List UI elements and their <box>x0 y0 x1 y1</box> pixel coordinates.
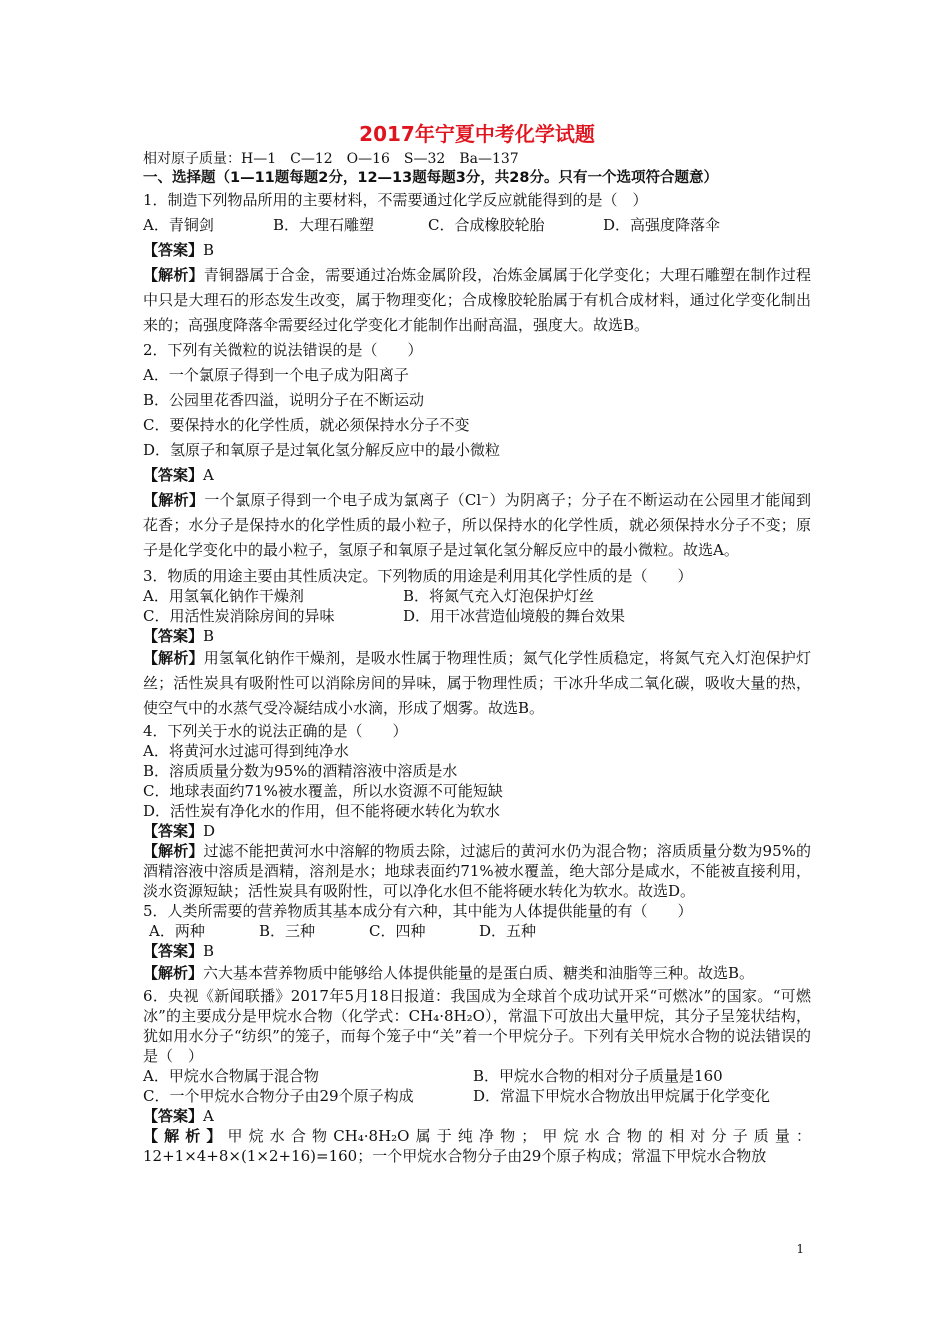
options-row <box>143 586 811 606</box>
option-a: A．甲烷水合物属于混合物 <box>143 1067 319 1085</box>
option-a: A．青铜剑 <box>143 216 214 234</box>
analysis-text: 用氢氧化钠作干燥剂，是吸水性属于物理性质；氮气化学性质稳定，将氮气充入灯泡保护灯丝；活性炭具有吸附性可以消除房间的异味，属于物理性质；干冰升华成二氧化碳，吸收大量的热，使空气中的水蒸气受冷凝结成小水滴，形成了烟雾。故选B。 <box>143 649 811 717</box>
option-d: D．用干冰营造仙境般的舞台效果 <box>403 607 626 625</box>
analysis-paragraph <box>143 1126 811 1166</box>
analysis-label: 【解析】 <box>143 649 204 667</box>
option-d: D．五种 <box>479 922 537 940</box>
option-a: A．将黄河水过滤可得到纯净水 <box>143 742 349 760</box>
answer-label: 【答案】 <box>143 942 204 960</box>
question-stem: 1．制造下列物品所用的主要材料，不需要通过化学反应就能得到的是（ ） <box>143 191 648 209</box>
analysis-text: 一个氯原子得到一个电子成为氯离子（Cl⁻）为阴离子；分子在不断运动在公园里才能闻到花香；水分子是保持水的化学性质的最小粒子，所以保持水的化学性质，就必须保持水分子不变；原子是化学变化中的最小粒子，氢原子和氧原子是过氧化氢分解反应中的最小微粒。故选A。 <box>143 491 811 559</box>
question-1 <box>143 188 811 338</box>
analysis-paragraph <box>143 961 811 986</box>
answer-line <box>143 626 811 646</box>
analysis-label: 【解析】 <box>143 491 205 509</box>
option-a: A．用氢氧化钠作干燥剂 <box>143 587 304 605</box>
question-stem: 3．物质的用途主要由其性质决定。下列物质的用途是利用其化学性质的是（ ） <box>143 567 693 585</box>
page-title: 2017年宁夏中考化学试题 <box>359 122 595 146</box>
option-c: C．四种 <box>369 922 426 940</box>
document-content <box>143 120 811 1166</box>
page-number: 1 <box>796 1242 804 1256</box>
analysis-label: 【解析】 <box>143 842 204 860</box>
option-b: B．大理石雕塑 <box>273 216 375 234</box>
option-c: C．用活性炭消除房间的异味 <box>143 607 335 625</box>
answer-line <box>143 238 811 263</box>
section-heading: 一、选择题（1—11题每题2分，12—13题每题3分，共28分。只有一个选项符合题意） <box>143 170 718 186</box>
analysis-text: 六大基本营养物质中能够给人体提供能量的是蛋白质、糖类和油脂等三种。故选B。 <box>203 964 755 982</box>
option-d: D．氢原子和氧原子是过氧化氢分解反应中的最小微粒 <box>143 441 501 459</box>
option-d: D．高强度降落伞 <box>603 216 721 234</box>
answer-value: B <box>203 627 215 645</box>
options-row <box>143 606 811 626</box>
analysis-label: 【解析】 <box>143 964 204 982</box>
answer-label: 【答案】 <box>143 822 204 840</box>
analysis-label: 【解析】 <box>143 266 204 284</box>
option-b: B．三种 <box>259 922 316 940</box>
options-row <box>143 921 811 941</box>
option-b: B．公园里花香四溢，说明分子在不断运动 <box>143 391 425 409</box>
analysis-paragraph <box>143 263 811 338</box>
answer-line <box>143 463 811 488</box>
options-row <box>143 1066 811 1086</box>
option-b: B．将氮气充入灯泡保护灯丝 <box>403 587 595 605</box>
answer-value: B <box>203 241 215 259</box>
option-c: C．要保持水的化学性质，就必须保持水分子不变 <box>143 416 470 434</box>
analysis-text: 甲烷水合物CH₄·8H₂O属于纯净物；甲烷水合物的相对分子质量：12+1×4+8×(1×2+16)=160；一个甲烷水合物分子由29个原子构成；常温下甲烷水合物放 <box>143 1127 811 1165</box>
analysis-text: 青铜器属于合金，需要通过冶炼金属阶段，冶炼金属属于化学变化；大理石雕塑在制作过程中只是大理石的形态发生改变，属于物理变化；合成橡胶轮胎属于有机合成材料，通过化学变化制出来的；高强度降落伞需要经过化学变化才能制作出耐高温，强度大。故选B。 <box>143 266 811 334</box>
answer-label: 【答案】 <box>143 627 204 645</box>
question-stem: 5．人类所需要的营养物质其基本成分有六种，其中能为人体提供能量的有（ ） <box>143 902 693 920</box>
answer-value: B <box>203 942 215 960</box>
question-3 <box>143 566 811 721</box>
analysis-label: 【解析】 <box>143 1127 228 1145</box>
option-d: D．活性炭有净化水的作用，但不能将硬水转化为软水 <box>143 802 501 820</box>
option-c: C．合成橡胶轮胎 <box>428 216 545 234</box>
option-b: B．甲烷水合物的相对分子质量是160 <box>473 1067 723 1085</box>
option-c: C．地球表面约71%被水覆盖，所以水资源不可能短缺 <box>143 782 503 800</box>
answer-value: A <box>203 466 214 484</box>
answer-label: 【答案】 <box>143 466 204 484</box>
answer-value: A <box>203 1107 214 1125</box>
option-d: D．常温下甲烷水合物放出甲烷属于化学变化 <box>473 1087 771 1105</box>
question-stem: 4．下列关于水的说法正确的是（ ） <box>143 722 408 740</box>
analysis-paragraph <box>143 841 811 901</box>
answer-label: 【答案】 <box>143 241 204 259</box>
question-4 <box>143 721 811 901</box>
answer-line <box>143 1106 811 1126</box>
answer-line <box>143 941 811 961</box>
options-row <box>143 1086 811 1106</box>
question-stem: 2．下列有关微粒的说法错误的是（ ） <box>143 341 423 359</box>
question-5 <box>143 901 811 986</box>
question-stem: 6．央视《新闻联播》2017年5月18日报道：我国成为全球首个成功试开采“可燃冰”的国家。“可燃冰”的主要成分是甲烷水合物（化学式：CH₄·8H₂O），常温下可放出大量甲烷，其分子呈笼状结构，犹如用水分子“纺织”的笼子，而每个笼子中“关”着一个甲烷分子。下列有关甲烷水合物的说法错误的是（ ） <box>143 987 811 1065</box>
question-6 <box>143 986 811 1166</box>
option-a: A．两种 <box>149 922 205 940</box>
options-row <box>143 213 811 238</box>
answer-value: D <box>203 822 216 840</box>
option-b: B．溶质质量分数为95%的酒精溶液中溶质是水 <box>143 762 458 780</box>
option-a: A．一个氯原子得到一个电子成为阳离子 <box>143 366 409 384</box>
atomic-mass-line: 相对原子质量：H—1 C—12 O—16 S—32 Ba—137 <box>143 151 519 167</box>
analysis-paragraph <box>143 646 811 721</box>
answer-label: 【答案】 <box>143 1107 204 1125</box>
answer-line <box>143 821 811 841</box>
option-c: C．一个甲烷水合物分子由29个原子构成 <box>143 1087 414 1105</box>
analysis-paragraph <box>143 488 811 563</box>
analysis-text: 过滤不能把黄河水中溶解的物质去除，过滤后的黄河水仍为混合物；溶质质量分数为95%的酒精溶液中溶质是酒精，溶剂是水；地球表面约71%被水覆盖，绝大部分是咸水，不能被直接利用，淡水资源短缺；活性炭具有吸附性，可以净化水但不能将硬水转化为软水。故选D。 <box>143 842 811 900</box>
question-2 <box>143 338 811 563</box>
